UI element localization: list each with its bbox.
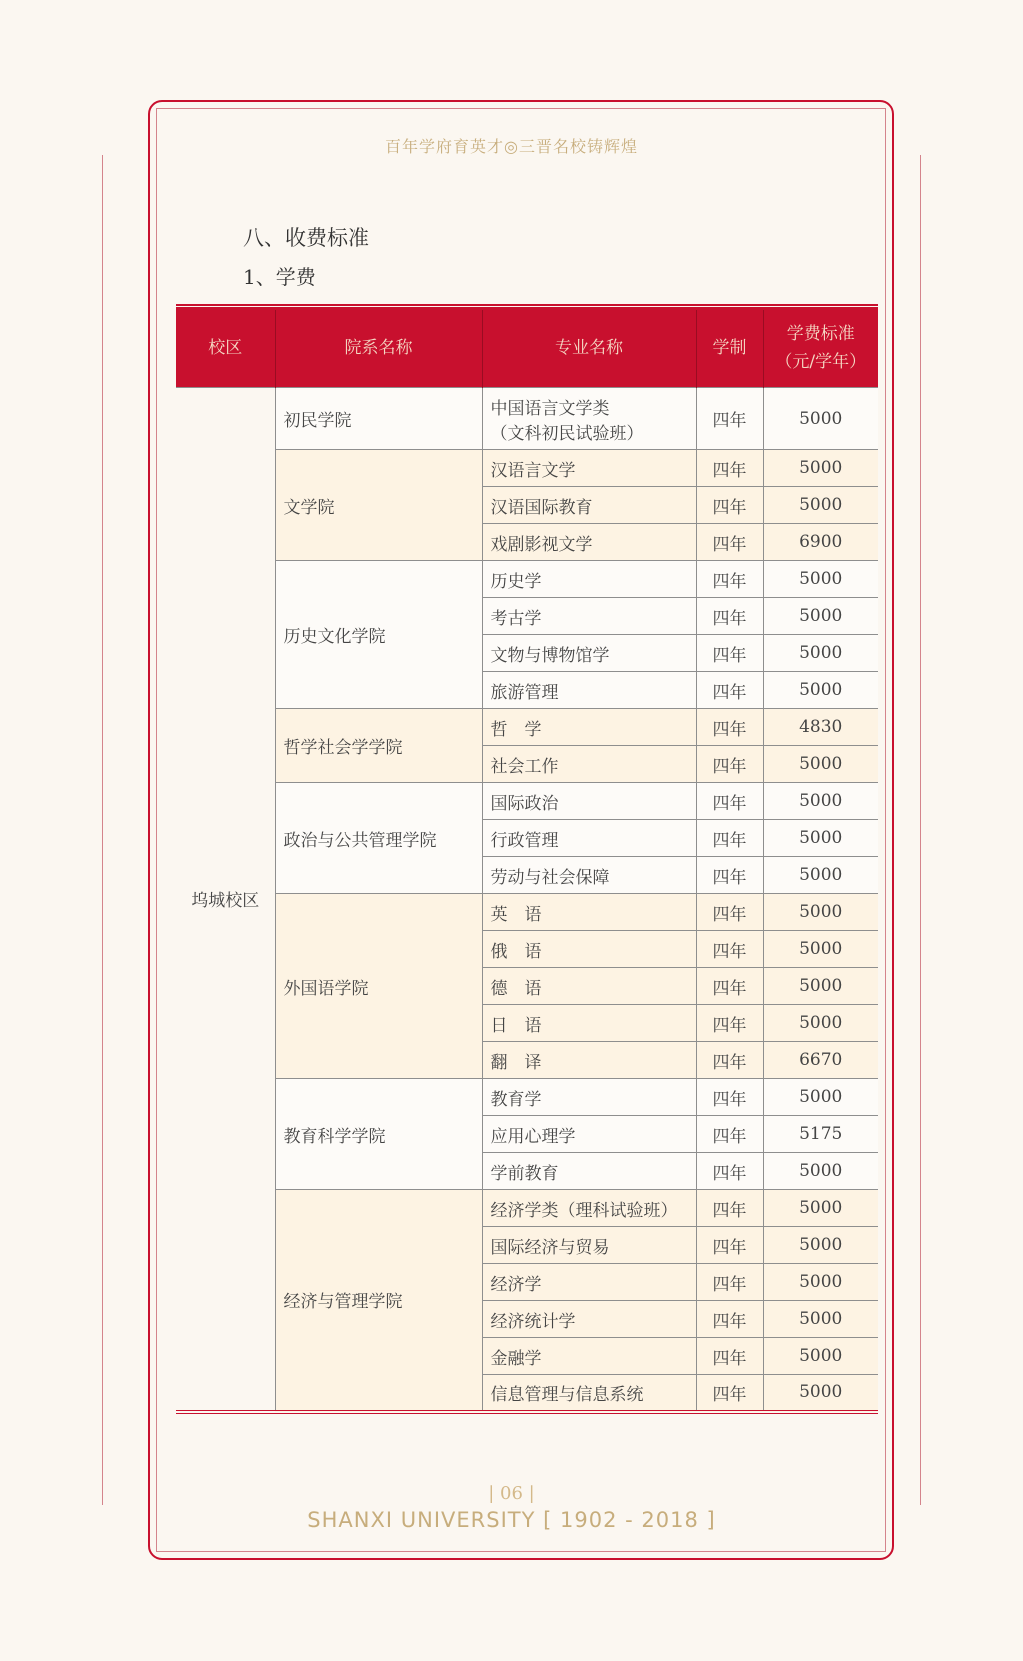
sub-title: 1、学费 xyxy=(243,265,316,289)
major-cell: 汉语国际教育 xyxy=(482,487,696,524)
years-cell: 四年 xyxy=(696,894,763,931)
major-cell: 汉语言文学 xyxy=(482,450,696,487)
years-cell: 四年 xyxy=(696,931,763,968)
years-cell: 四年 xyxy=(696,783,763,820)
years-cell: 四年 xyxy=(696,1005,763,1042)
years-cell: 四年 xyxy=(696,746,763,783)
college-cell: 外国语学院 xyxy=(275,894,482,1079)
fee-cell: 5000 xyxy=(763,1190,878,1227)
major-cell: 社会工作 xyxy=(482,746,696,783)
university-name: SHANXI UNIVERSITY xyxy=(307,1508,536,1532)
years-cell: 四年 xyxy=(696,1338,763,1375)
fee-cell: 5000 xyxy=(763,450,878,487)
years-cell: 四年 xyxy=(696,388,763,450)
major-cell: 金融学 xyxy=(482,1338,696,1375)
fee-cell: 5000 xyxy=(763,1153,878,1190)
decorative-right-line xyxy=(920,155,921,1505)
years-cell: 四年 xyxy=(696,1375,763,1412)
major-cell: 信息管理与信息系统 xyxy=(482,1375,696,1412)
years-cell: 四年 xyxy=(696,968,763,1005)
years-cell: 四年 xyxy=(696,857,763,894)
fee-cell: 5000 xyxy=(763,783,878,820)
years-cell: 四年 xyxy=(696,1042,763,1079)
major-cell: 劳动与社会保障 xyxy=(482,857,696,894)
fee-cell: 5000 xyxy=(763,487,878,524)
fee-cell: 5175 xyxy=(763,1116,878,1153)
major-cell xyxy=(482,388,696,450)
major-cell: 经济统计学 xyxy=(482,1301,696,1338)
major-cell: 教育学 xyxy=(482,1079,696,1116)
college-cell: 政治与公共管理学院 xyxy=(275,783,482,894)
tuition-table xyxy=(176,304,878,1414)
major-cell: 旅游管理 xyxy=(482,672,696,709)
table-row xyxy=(176,1190,878,1227)
header-major: 专业名称 xyxy=(482,307,696,388)
years-cell: 四年 xyxy=(696,561,763,598)
fee-cell: 5000 xyxy=(763,388,878,450)
table-row xyxy=(176,388,878,450)
major-cell: 考古学 xyxy=(482,598,696,635)
years-cell: 四年 xyxy=(696,1116,763,1153)
major-cell: 戏剧影视文学 xyxy=(482,524,696,561)
fee-cell: 6670 xyxy=(763,1042,878,1079)
fee-cell: 5000 xyxy=(763,931,878,968)
table-header-row xyxy=(176,307,878,388)
header-fee-line2: （元/学年） xyxy=(775,351,867,372)
fee-cell: 5000 xyxy=(763,1338,878,1375)
header-campus: 校区 xyxy=(176,307,275,388)
header-fee-line1: 学费标准 xyxy=(786,324,855,345)
fee-cell: 5000 xyxy=(763,561,878,598)
major-cell: 翻 译 xyxy=(482,1042,696,1079)
years-cell: 四年 xyxy=(696,709,763,746)
college-cell: 哲学社会学学院 xyxy=(275,709,482,783)
years-cell: 四年 xyxy=(696,450,763,487)
major-cell: 俄 语 xyxy=(482,931,696,968)
fee-cell: 5000 xyxy=(763,1375,878,1412)
major-name-line2: （文科初民试验班） xyxy=(490,423,644,444)
fee-cell: 6900 xyxy=(763,524,878,561)
years-cell: 四年 xyxy=(696,672,763,709)
major-name-line1: 中国语言文学类 xyxy=(490,398,610,419)
major-cell: 经济学类（理科试验班） xyxy=(482,1190,696,1227)
fee-cell: 5000 xyxy=(763,672,878,709)
years-cell: 四年 xyxy=(696,487,763,524)
header-college: 院系名称 xyxy=(275,307,482,388)
table-row xyxy=(176,1079,878,1116)
major-cell: 国际政治 xyxy=(482,783,696,820)
college-cell: 文学院 xyxy=(275,450,482,561)
table-row xyxy=(176,709,878,746)
page-number: | 06 | xyxy=(488,1483,535,1504)
header-fee xyxy=(763,307,878,388)
section-title: 八、收费标准 xyxy=(243,226,369,250)
university-years: [ 1902 - 2018 ] xyxy=(543,1508,716,1532)
fee-cell: 5000 xyxy=(763,1005,878,1042)
fee-cell: 5000 xyxy=(763,598,878,635)
decorative-left-line xyxy=(102,155,103,1505)
campus-cell: 坞城校区 xyxy=(176,388,275,1412)
table-row xyxy=(176,894,878,931)
years-cell: 四年 xyxy=(696,1079,763,1116)
major-cell: 应用心理学 xyxy=(482,1116,696,1153)
fee-cell: 5000 xyxy=(763,820,878,857)
fee-cell: 5000 xyxy=(763,1301,878,1338)
years-cell: 四年 xyxy=(696,820,763,857)
fee-cell: 5000 xyxy=(763,857,878,894)
years-cell: 四年 xyxy=(696,1190,763,1227)
table-row xyxy=(176,450,878,487)
years-cell: 四年 xyxy=(696,1301,763,1338)
fee-cell: 5000 xyxy=(763,1227,878,1264)
table-row xyxy=(176,561,878,598)
years-cell: 四年 xyxy=(696,598,763,635)
fee-cell: 5000 xyxy=(763,1079,878,1116)
major-cell: 经济学 xyxy=(482,1264,696,1301)
footer-university xyxy=(0,1508,1023,1532)
major-cell: 学前教育 xyxy=(482,1153,696,1190)
years-cell: 四年 xyxy=(696,1227,763,1264)
header-motto: 百年学府育英才◎三晋名校铸辉煌 xyxy=(385,137,638,156)
years-cell: 四年 xyxy=(696,1264,763,1301)
major-cell: 历史学 xyxy=(482,561,696,598)
fee-cell: 5000 xyxy=(763,746,878,783)
fee-cell: 5000 xyxy=(763,635,878,672)
years-cell: 四年 xyxy=(696,524,763,561)
fee-cell: 5000 xyxy=(763,968,878,1005)
years-cell: 四年 xyxy=(696,1153,763,1190)
college-cell: 教育科学学院 xyxy=(275,1079,482,1190)
college-cell: 初民学院 xyxy=(275,388,482,450)
college-cell: 历史文化学院 xyxy=(275,561,482,709)
header-years: 学制 xyxy=(696,307,763,388)
major-cell: 德 语 xyxy=(482,968,696,1005)
major-cell: 行政管理 xyxy=(482,820,696,857)
major-cell: 文物与博物馆学 xyxy=(482,635,696,672)
major-cell: 哲 学 xyxy=(482,709,696,746)
college-cell: 经济与管理学院 xyxy=(275,1190,482,1412)
major-cell: 英 语 xyxy=(482,894,696,931)
table-row xyxy=(176,783,878,820)
major-cell: 国际经济与贸易 xyxy=(482,1227,696,1264)
major-cell: 日 语 xyxy=(482,1005,696,1042)
fee-cell: 5000 xyxy=(763,894,878,931)
years-cell: 四年 xyxy=(696,635,763,672)
fee-cell: 4830 xyxy=(763,709,878,746)
fee-cell: 5000 xyxy=(763,1264,878,1301)
